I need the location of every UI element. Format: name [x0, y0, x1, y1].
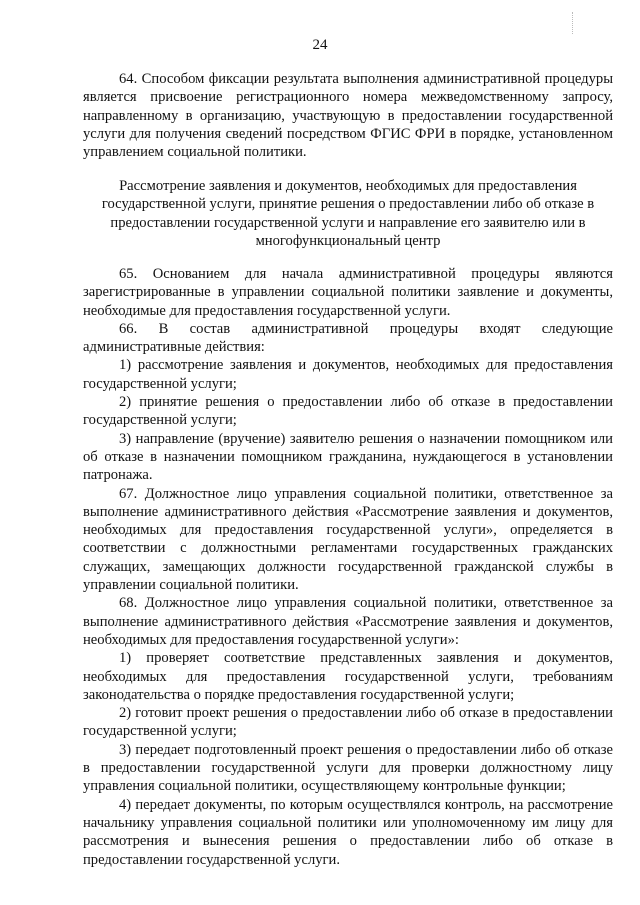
paragraphs-block: [83, 265, 613, 869]
paragraph-68-item-4: 4) передает документы, по которым осуществлялся контроль, на рассмотрение начальнику управления социальной политики или уполномоченному им лицу для рассмотрения и вынесения решения о предоставлении либо об отказе в предоставлении государственной услуги.: [83, 796, 613, 868]
section-title: Рассмотрение заявления и документов, необходимых для предоставления государственной услуги, принятие решения о предоставлении либо об отказе в предоставлении государственной услуги и направление его заявителю или в многофункциональный центр: [101, 178, 595, 249]
paragraph-68-item-1: 1) проверяет соответствие представленных заявления и документов, необходимых для предоставления государственной услуги, требованиям законодательства о порядке предоставления государственной услуги;: [83, 650, 613, 703]
paragraph-66-item-2: 2) принятие решения о предоставлении либо об отказе в предоставлении государственной услуги;: [83, 394, 613, 429]
scan-artifact: [572, 12, 574, 34]
paragraph-66-item-3: 3) направление (вручение) заявителю решения о назначении помощником или об отказе в назначении помощником гражданина, нуждающегося в установлении патронажа.: [83, 430, 613, 484]
paragraph-68: 68. Должностное лицо управления социальной политики, ответственное за выполнение административного действия «Рассмотрение заявления и документов, необходимых для предоставления государственной услуги»:: [83, 595, 613, 648]
paragraph-64: 64. Способом фиксации результата выполнения административной процедуры является присвоение регистрационного номера межведомственному запросу, направленному в организацию, участвующую в предоставлении государственной услуги для получения сведений посредством ФГИС ФРИ в порядке, установленном управлением социальной политики.: [83, 71, 613, 161]
paragraph-68-item-2: 2) готовит проект решения о предоставлении либо об отказе в предоставлении государственной услуги;: [83, 705, 613, 740]
paragraph-65: 65. Основанием для начала административной процедуры являются зарегистрированные в управлении социальной политики заявление и документы, необходимые для предоставления государственной услуги.: [83, 266, 613, 319]
paragraph-68-item-3: 3) передает подготовленный проект решения о предоставлении либо об отказе в предоставлении государственной услуги для проверки должностному лицу управления социальной политики, осуществляющему контрольные функции;: [83, 741, 613, 795]
paragraph-66-item-1: 1) рассмотрение заявления и документов, необходимых для предоставления государственной услуги;: [83, 357, 613, 392]
page-number: 24: [312, 37, 328, 53]
paragraph-64-block: [83, 70, 613, 161]
paragraph-67: 67. Должностное лицо управления социальной политики, ответственное за выполнение административного действия «Рассмотрение заявления и документов, необходимых для предоставления государственной услуги», определяется в соответствии с должностными регламентами государственных гражданских служащих, замещающих должности государственной гражданской службы в управлении социальной политики.: [83, 485, 613, 594]
paragraph-66: 66. В состав административной процедуры входят следующие административные действия:: [83, 320, 613, 356]
